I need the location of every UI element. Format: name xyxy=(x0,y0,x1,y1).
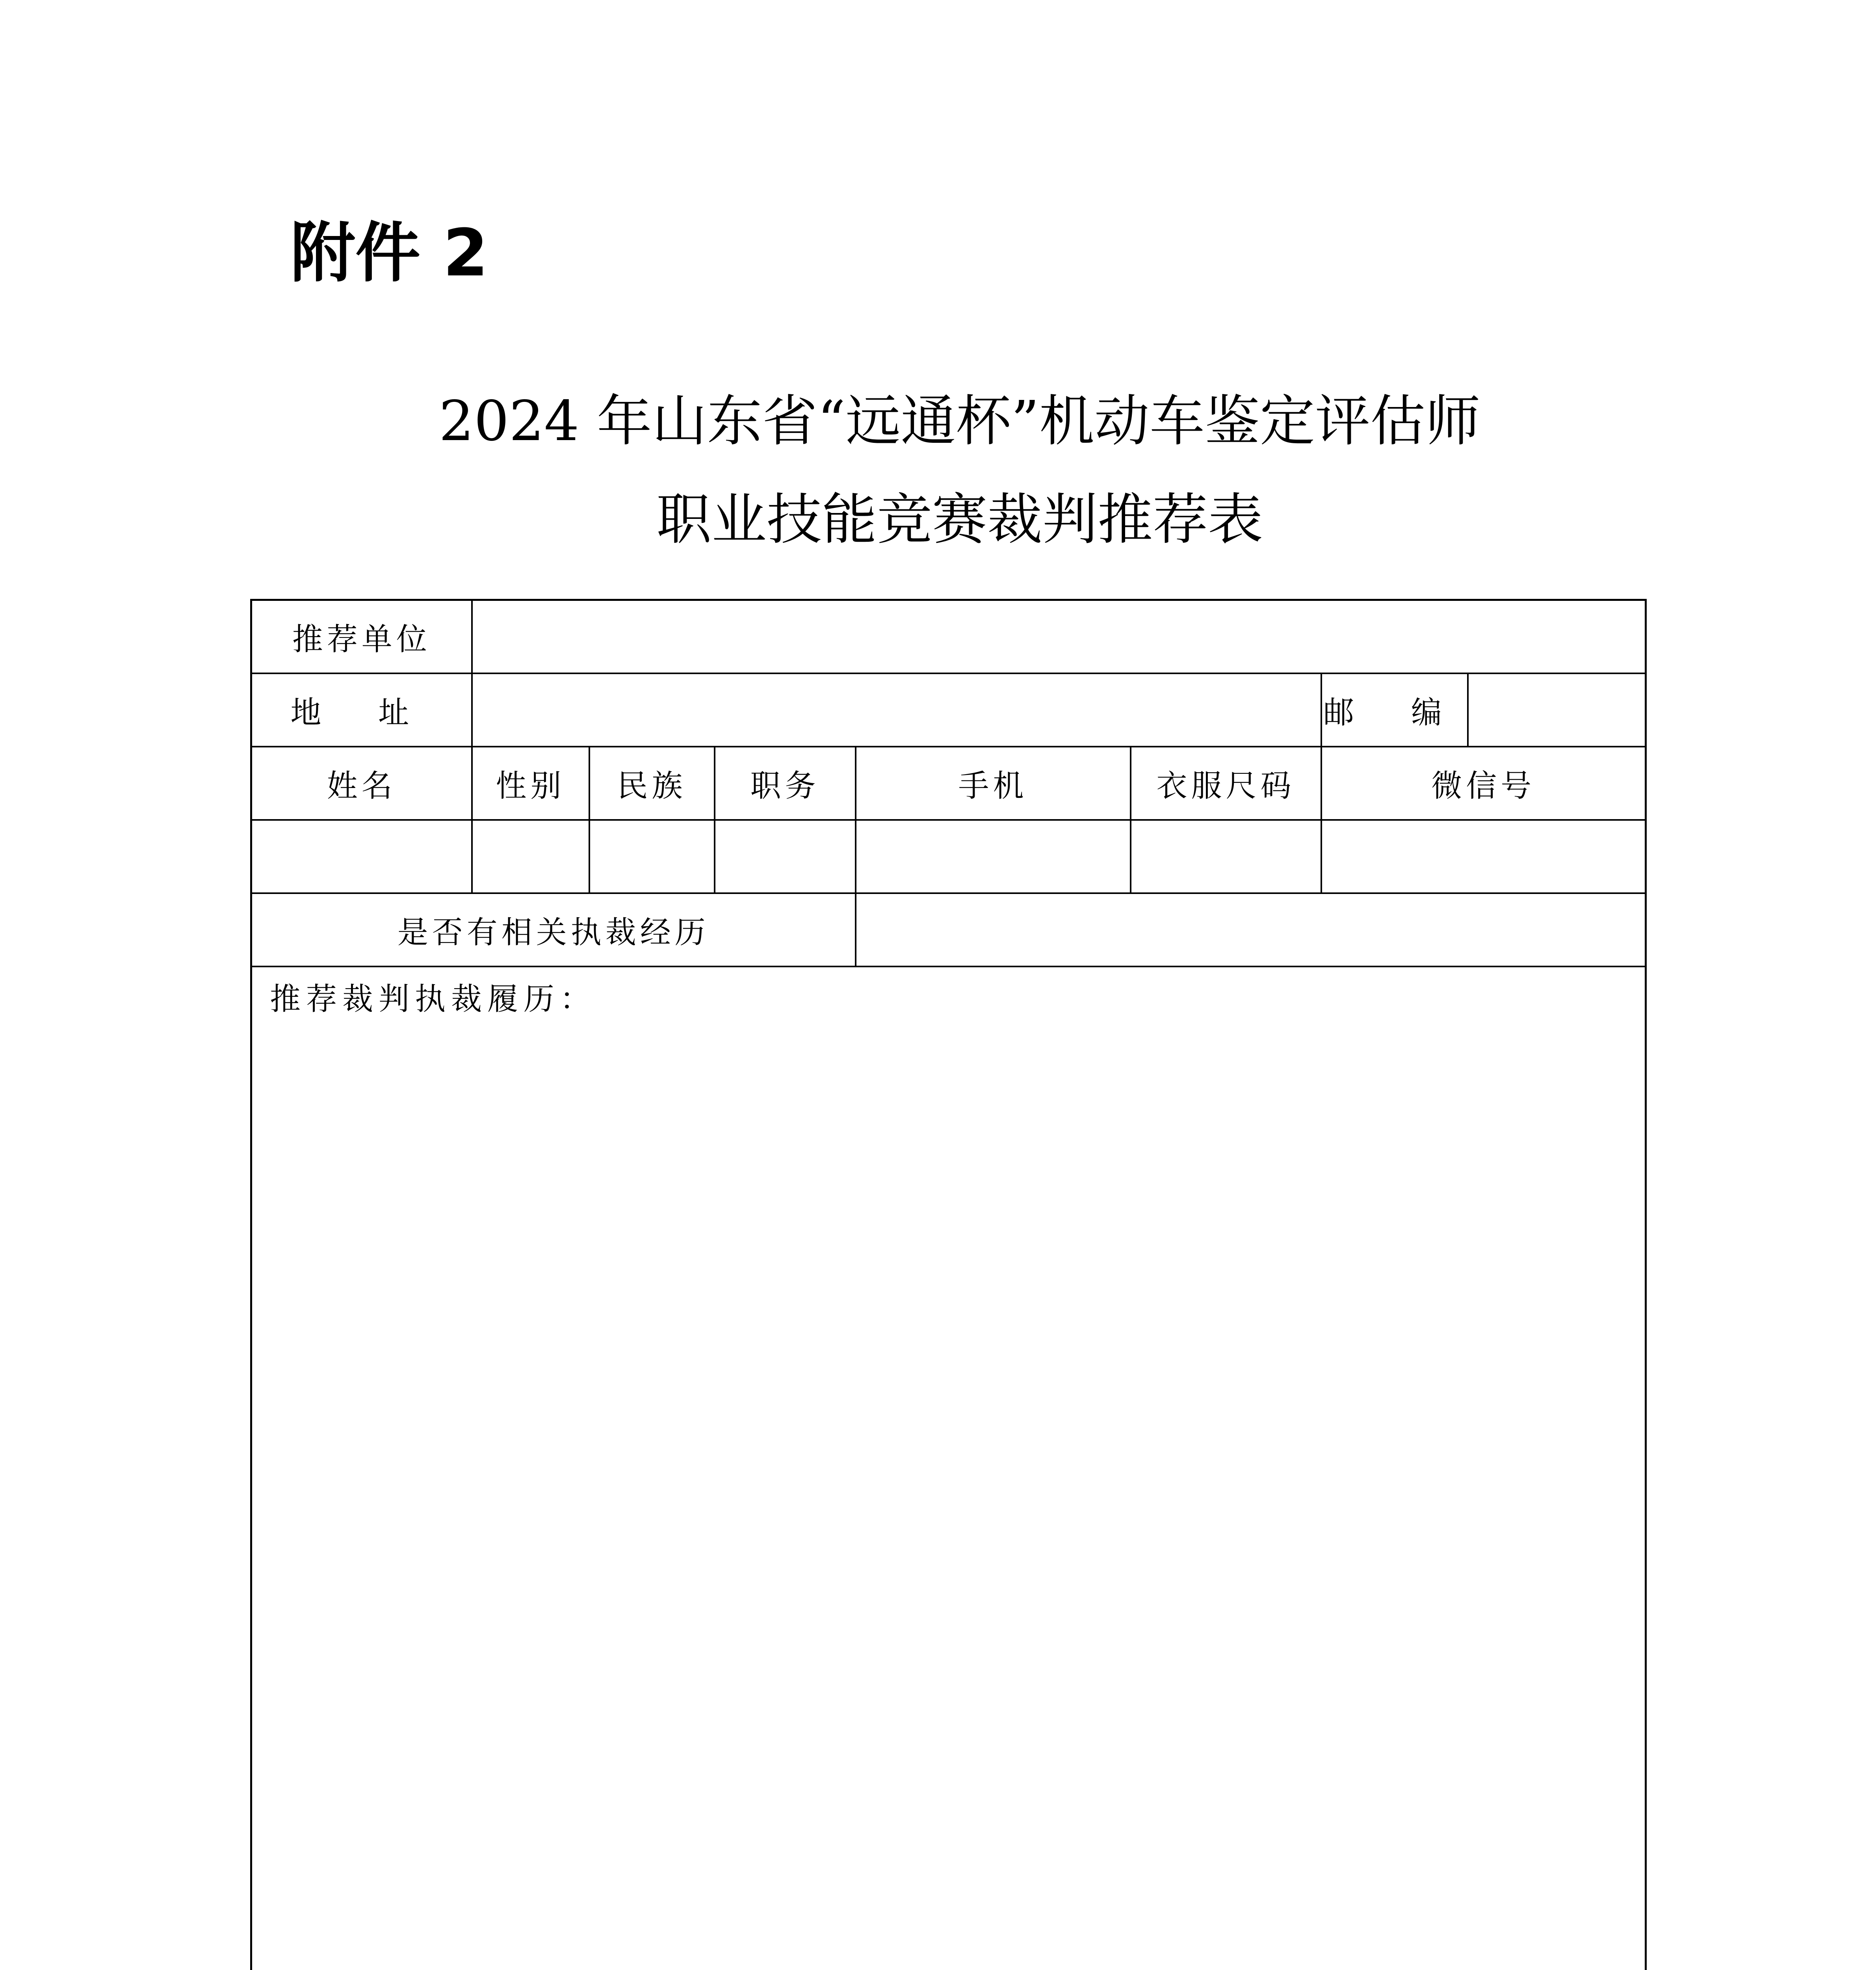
experience-label: 是否有相关执裁经历 xyxy=(251,893,856,966)
history-field[interactable] xyxy=(251,966,1646,1970)
position-field[interactable] xyxy=(715,820,856,893)
mobile-header: 手机 xyxy=(856,747,1131,820)
wechat-header: 微信号 xyxy=(1321,747,1646,820)
mobile-field[interactable] xyxy=(856,820,1131,893)
person-row xyxy=(251,820,1646,893)
gender-field[interactable] xyxy=(472,820,589,893)
name-header: 姓名 xyxy=(251,747,472,820)
address-field[interactable] xyxy=(472,673,1321,747)
unit-label: 推荐单位 xyxy=(251,600,472,674)
form-title-line-1: 2024 年山东省“远通杯”机动车鉴定评估师 xyxy=(439,389,1480,453)
history-label: 推荐裁判执裁履历： xyxy=(270,981,596,1017)
name-field[interactable] xyxy=(251,820,472,893)
postcode-field[interactable] xyxy=(1468,673,1646,747)
gender-header: 性别 xyxy=(472,747,589,820)
experience-field[interactable] xyxy=(856,893,1646,966)
form-title-line-2: 职业技能竞赛裁判推荐表 xyxy=(656,488,1263,552)
ethnicity-header: 民族 xyxy=(589,747,715,820)
clothing-size-header: 衣服尺码 xyxy=(1131,747,1321,820)
header-row xyxy=(251,747,1646,820)
experience-row xyxy=(251,893,1646,966)
attachment-label: 附件 2 xyxy=(290,215,489,291)
wechat-field[interactable] xyxy=(1321,820,1646,893)
ethnicity-field[interactable] xyxy=(589,820,715,893)
address-label: 地 址 xyxy=(251,673,472,747)
clothing-size-field[interactable] xyxy=(1131,820,1321,893)
position-header: 职务 xyxy=(715,747,856,820)
unit-row xyxy=(251,600,1646,674)
address-row xyxy=(251,673,1646,747)
unit-field[interactable] xyxy=(472,600,1646,674)
postcode-label: 邮 编 xyxy=(1321,673,1468,747)
history-row xyxy=(251,966,1646,1970)
recommendation-form-table xyxy=(250,599,1647,1970)
